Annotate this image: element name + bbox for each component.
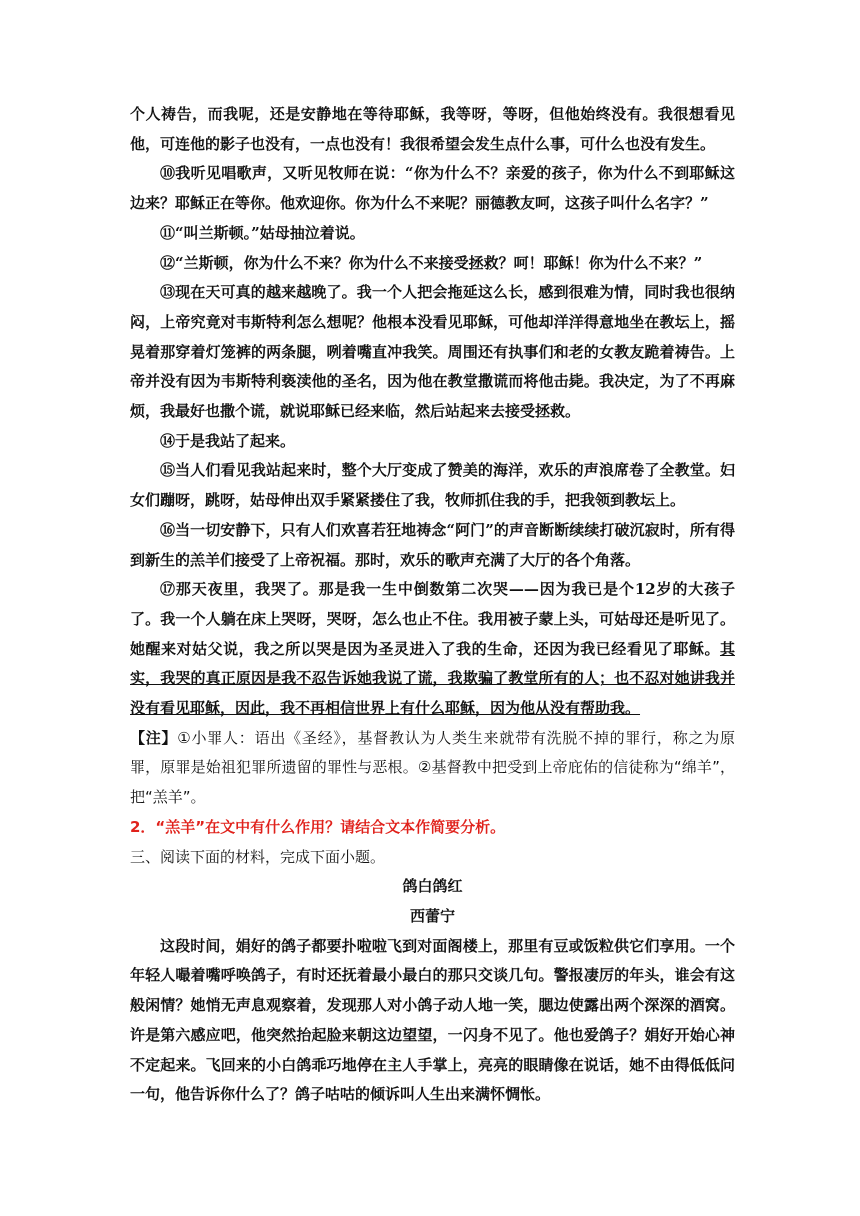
paragraph-14: ⑭于是我站了起来。 <box>160 431 296 450</box>
article-paragraph-1: 这段时间，娟好的鸽子都要扑啦啦飞到对面阁楼上，那里有豆或饭粒供它们享用。一个年轻人嘬着嘴呼唤鸽子，有时还抚着最小最白的那只交谈几句。警报凄厉的年头，谁会有这般闲情？她悄无声息观察着，发现那人对小鸽子动人地一笑，腮边使露出两个深深的酒窝。许是第六感应吧，他突然抬起脸来朝这边望望，一闪身不见了。他也爱鸽子？娟好开始心神不定起来。飞回来的小白鸽乖巧地停在主人手掌上，亮亮的眼睛像在说话，她不由得低低问一句，他告诉你什么了？鸽子咕咕的倾诉叫人生出来满怀惆怅。 <box>130 936 735 1104</box>
paragraph-10: ⑩我听见唱歌声，又听见牧师在说：“你为什么不？亲爱的孩子，你为什么不到耶稣这边来？耶稣正在等你。他欢迎你。你为什么不来呢？丽德教友呵，这孩子叫什么名字？” <box>130 164 735 213</box>
section-3-heading: 三、阅读下面的材料，完成下面小题。 <box>130 847 386 866</box>
article-title: 鸽白鸽红 <box>402 877 463 896</box>
paragraph-13: ⑬现在天可真的越来越晚了。我一个人把会拖延这么长，感到很难为情，同时我也很纳闷，上帝究竟对韦斯特利怎么想呢？他根本没看见耶稣，可他却洋洋得意地坐在教坛上，摇晃着那穿着灯笼裤的两条腿，咧着嘴直冲我笑。周围还有执事们和老的女教友跪着祷告。上帝并没有因为韦斯特利亵渎他的圣名，因为他在教堂撒谎而将他击毙。我决定，为了不再麻烦，我最好也撒个谎，就说耶稣已经来临，然后站起来去接受拯救。 <box>130 283 735 421</box>
paragraph-17-text: ⑰那天夜里，我哭了。那是我一生中倒数第二次哭——因为我已是个12岁的大孩子了。我一个人躺在床上哭呀，哭呀，怎么也止不住。我用被子蒙上头，可姑母还是听见了。她醒来对姑父说，我之所以哭是因为圣灵进入了我的生命，还因为我已经看见了耶稣。 <box>130 580 735 658</box>
paragraph-9-continued: 个人祷告，而我呢，还是安静地在等待耶稣，我等呀，等呀，但他始终没有。我很想看见他，可连他的影子也没有，一点也没有！我很希望会发生点什么事，可什么也没有发生。 <box>130 105 735 153</box>
paragraph-17 <box>130 575 735 724</box>
paragraph-11: ⑪“叫兰斯顿。”姑母抽泣着说。 <box>160 223 365 242</box>
paragraph-15: ⑮当人们看见我站起来时，整个大厅变成了赞美的海洋，欢乐的声浪席卷了全教堂。妇女们蹦呀，跳呀，姑母伸出双手紧紧搂住了我，牧师抓住我的手，把我领到教坛上。 <box>130 461 735 510</box>
footnote <box>130 724 735 813</box>
document-content <box>130 100 735 1110</box>
paragraph-17-underlined: 其实，我哭的真正原因是我不忍告诉她我说了谎，我欺骗了教堂所有的人；也不忍对她讲我并没有看见耶稣，因此，我不再相信世界上有什么耶稣，因为他从没有帮助我。 <box>130 639 735 718</box>
paragraph-16: ⑯当一切安静下，只有人们欢喜若狂地祷念“阿门”的声音断断续续打破沉寂时，所有得到新生的羔羊们接受了上帝祝福。那时，欢乐的歌声充满了大厅的各个角落。 <box>130 520 735 569</box>
paragraph-12: ⑫“兰斯顿，你为什么不来？你为什么不来接受拯救？呵！耶稣！你为什么不来？” <box>160 253 703 272</box>
article-author: 西蕾宁 <box>409 906 455 925</box>
question-2: 2．“羔羊”在文中有什么作用？请结合文本作简要分析。 <box>130 817 506 836</box>
footnote-text: ①小罪人：语出《圣经》，基督教认为人类生来就带有洗脱不掉的罪行，称之为原罪，原罪是始祖犯罪所遗留的罪性与恶根。②基督教中把受到上帝庇佑的信徒称为“绵羊”，把“羔羊”。 <box>130 728 735 807</box>
footnote-label: 【注】 <box>130 728 178 747</box>
